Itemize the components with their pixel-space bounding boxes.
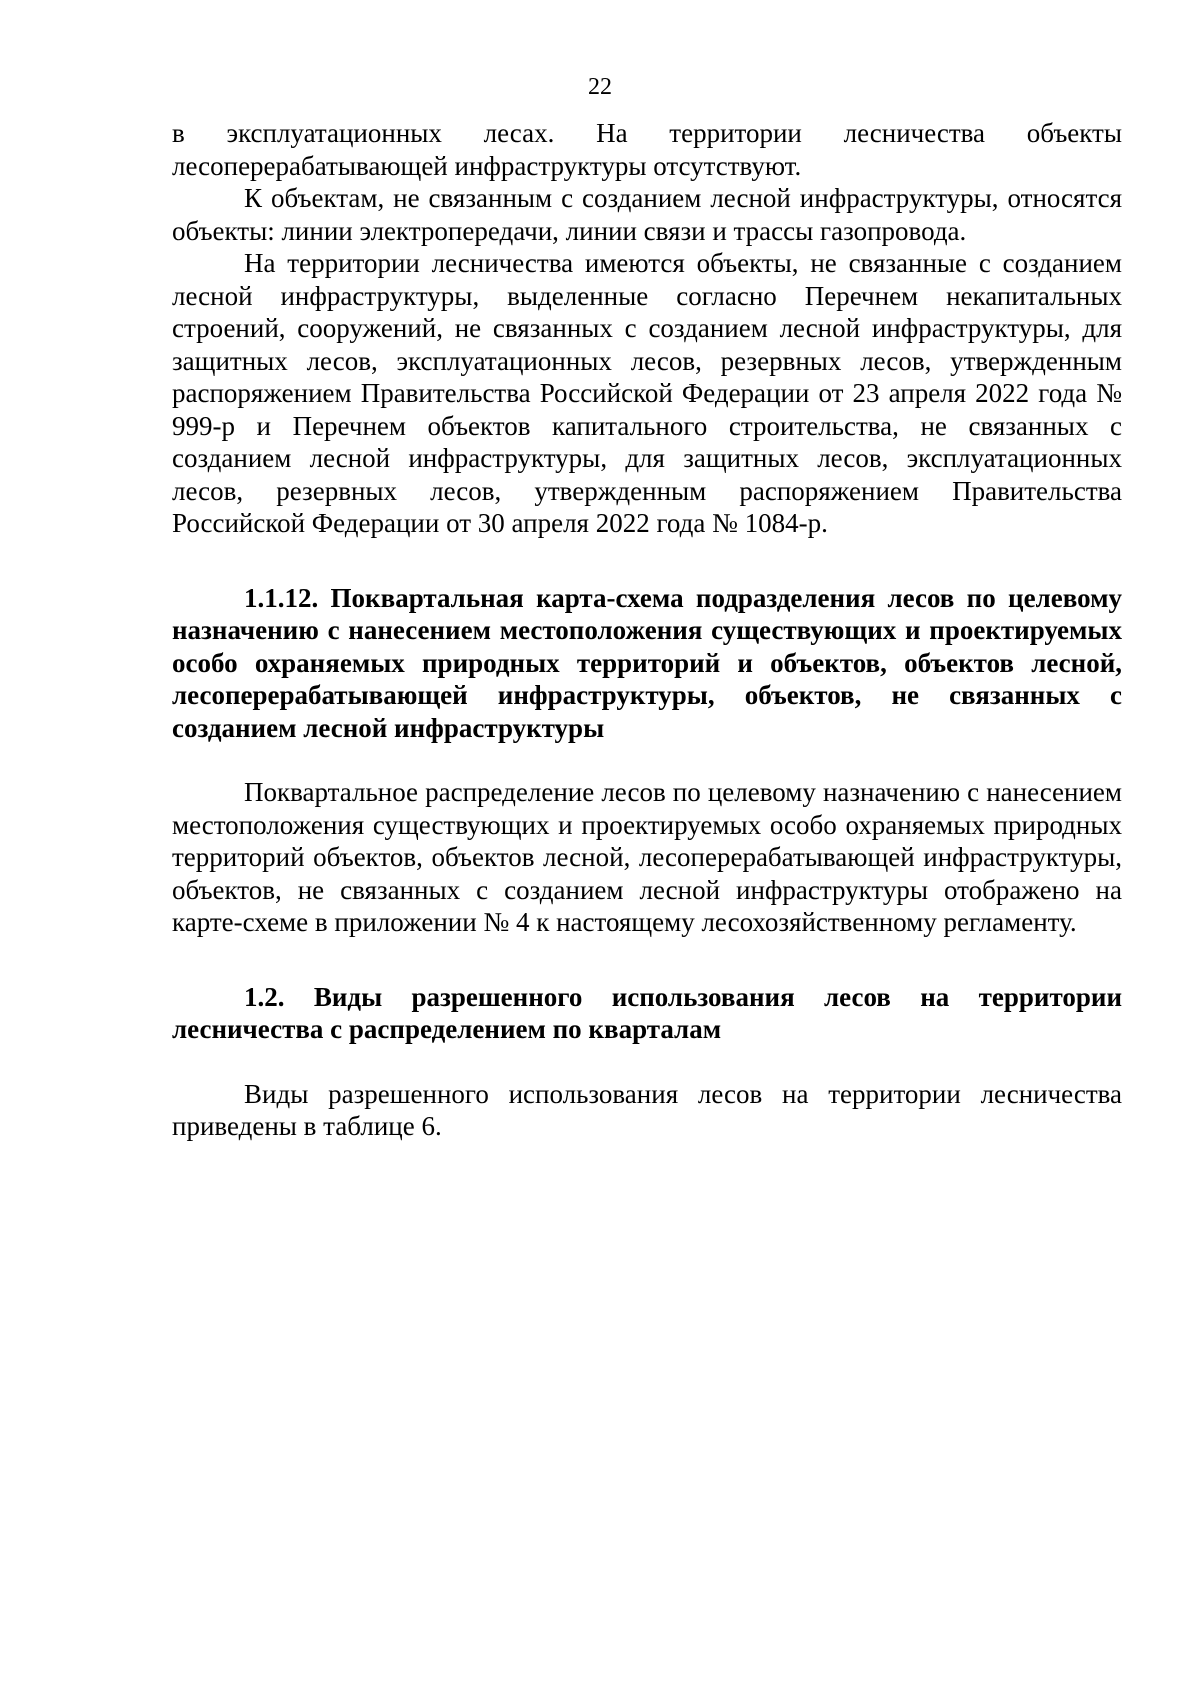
spacer [172,744,1122,776]
paragraph-table-reference: Виды разрешенного использования лесов на территории лесничества приведены в таблице 6. [172,1078,1122,1141]
section-heading-1-2: 1.2. Виды разрешенного использования лесов на территории лесничества с распределением по кварталам [172,981,1122,1044]
paragraph-non-forest-objects: К объектам, не связанным с созданием лесной инфраструктуры, относятся объекты: линии электропередачи, линии связи и трассы газопровода. [172,183,1122,246]
paragraph-objects-list: На территории лесничества имеются объекты, не связанные с созданием лесной инфраструктуры, выделенные согласно Перечнем некапитальных строений, сооружений, не связанных с созданием лесной инфраструктуры, для защитных лесов, эксплуатационных лесов, резервных лесов, утвержденным распоряжением Правительства Российской Федерации от 23 апреля 2022 года № 999-р и Перечнем объектов капитального строительства, не связанных с созданием лесной инфраструктуры, для защитных лесов, эксплуатационных лесов, резервных лесов, утвержденным распоряжением Правительства Российской Федерации от 30 апреля 2022 года № 1084-р. [172,248,1122,538]
paragraph-map-scheme: Поквартальное распределение лесов по целевому назначению с нанесением местоположения существующих и проектируемых особо охраняемых природных территорий объектов, объектов лесной, лесоперерабатывающей инфраструктуры, объектов, не связанных с созданием лесной инфраструктуры отображено на карте-схеме в приложении № 4 к настоящему лесохозяйственному регламенту. [172,777,1122,937]
spacer [172,939,1122,981]
paragraph-continuation: в эксплуатационных лесах. На территории лесничества объекты лесоперерабатывающей инфраструктуры отсутствуют. [172,118,1122,181]
spacer [172,1046,1122,1078]
page-content [172,117,1122,1143]
section-heading-1-1-12: 1.1.12. Поквартальная карта-схема подразделения лесов по целевому назначению с нанесением местоположения существующих и проектируемых особо охраняемых природных территорий и объектов, объектов лесной, лесоперерабатывающей инфраструктуры, объектов, не связанных с созданием лесной инфраструктуры [172,582,1122,743]
spacer [172,540,1122,582]
page-number: 22 [588,74,612,100]
